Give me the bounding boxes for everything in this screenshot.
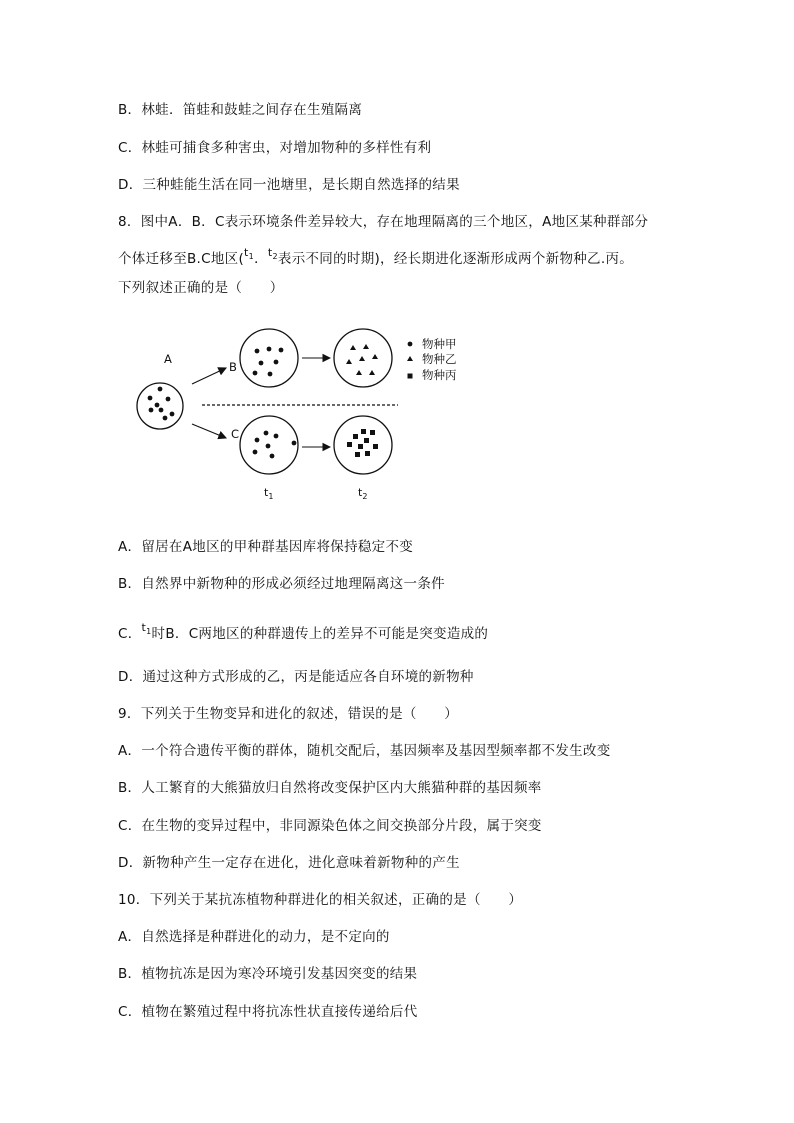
t1-symbol-option-c: t1 xyxy=(141,621,152,636)
q10-stem: 10．下列关于某抗冻植物种群进化的相关叙述，正确的是（ ） xyxy=(118,892,523,908)
t2-symbol: t2 xyxy=(267,246,278,261)
legend xyxy=(407,337,457,382)
q9-option-a: A．一个符合遗传平衡的群体，随机交配后，基因频率及基因型频率都不发生改变 xyxy=(118,743,611,759)
region-b-t2-triangles xyxy=(346,344,378,375)
q8-option-d: D．通过这种方式形成的乙，丙是能适应各自环境的新物种 xyxy=(118,669,474,685)
q10-option-b: B．植物抗冻是因为寒冷环境引发基因突变的结果 xyxy=(118,966,418,982)
q8-option-a: A．留居在A地区的甲种群基因库将保持稳定不变 xyxy=(118,539,414,555)
region-c-t1-dots xyxy=(253,431,297,459)
q8-stem-line2-part2: 表示不同的时期)，经长期进化逐渐形成两个新物种乙.丙。 xyxy=(277,251,634,267)
legend-label-jia: 物种甲 xyxy=(422,337,457,351)
time-t1-label: $t_1$ xyxy=(264,486,274,501)
region-c-t2-squares xyxy=(347,429,378,457)
arrow-a-to-c xyxy=(192,424,226,438)
arrow-a-to-b xyxy=(192,368,226,384)
legend-circle-icon xyxy=(408,342,413,347)
region-c-label: C xyxy=(231,427,240,441)
q10-option-a: A．自然选择是种群进化的动力，是不定向的 xyxy=(118,929,390,945)
q9-option-c: C．在生物的变异过程中，非同源染色体之间交换部分片段，属于突变 xyxy=(118,818,542,834)
q8-stem-line2-sep: ． xyxy=(254,251,268,267)
q8-stem-line1: 8．图中A．B．C表示环境条件差异较大，存在地理隔离的三个地区，A地区某种群部分 xyxy=(118,214,649,230)
region-a-label: A xyxy=(164,352,172,366)
q8-stem-line2-part1: 个体迁移至B.C地区( xyxy=(118,251,245,267)
q8-stem-line2 xyxy=(118,247,633,267)
legend-triangle-icon xyxy=(407,356,413,361)
legend-label-yi: 物种乙 xyxy=(422,352,457,366)
q7-option-d: D．三种蛙能生活在同一池塘里，是长期自然选择的结果 xyxy=(118,177,460,193)
q10-option-c: C．植物在繁殖过程中将抗冻性状直接传递给后代 xyxy=(118,1004,418,1020)
region-b-t1-dots xyxy=(253,347,284,377)
speciation-diagram xyxy=(130,326,470,506)
t1-symbol: t1 xyxy=(244,246,255,261)
q9-stem: 9．下列关于生物变异和进化的叙述，错误的是（ ） xyxy=(118,706,459,722)
q9-option-d: D．新物种产生一定存在进化，进化意味着新物种的产生 xyxy=(118,855,460,871)
q8-stem-line3: 下列叙述正确的是（ ） xyxy=(118,280,284,296)
q8-option-b: B．自然界中新物种的形成必须经过地理隔离这一条件 xyxy=(118,576,445,592)
region-b-label: B xyxy=(229,360,237,374)
q8-option-c xyxy=(118,622,488,642)
q8-option-c-part2: 时B．C两地区的种群遗传上的差异不可能是突变造成的 xyxy=(151,626,489,642)
q7-option-b: B．林蛙．笛蛙和鼓蛙之间存在生殖隔离 xyxy=(118,102,363,118)
region-a-dots xyxy=(148,387,175,421)
q7-option-c: C．林蛙可捕食多种害虫，对增加物种的多样性有利 xyxy=(118,140,432,156)
legend-square-icon xyxy=(408,374,413,379)
q9-option-b: B．人工繁育的大熊猫放归自然将改变保护区内大熊猫种群的基因频率 xyxy=(118,780,542,796)
legend-label-bing: 物种丙 xyxy=(422,368,457,382)
speciation-diagram-svg xyxy=(130,326,470,506)
region-b-t1-circle xyxy=(240,329,298,387)
time-t2-label: $t_2$ xyxy=(358,486,368,501)
q8-option-c-part1: C． xyxy=(118,626,142,642)
